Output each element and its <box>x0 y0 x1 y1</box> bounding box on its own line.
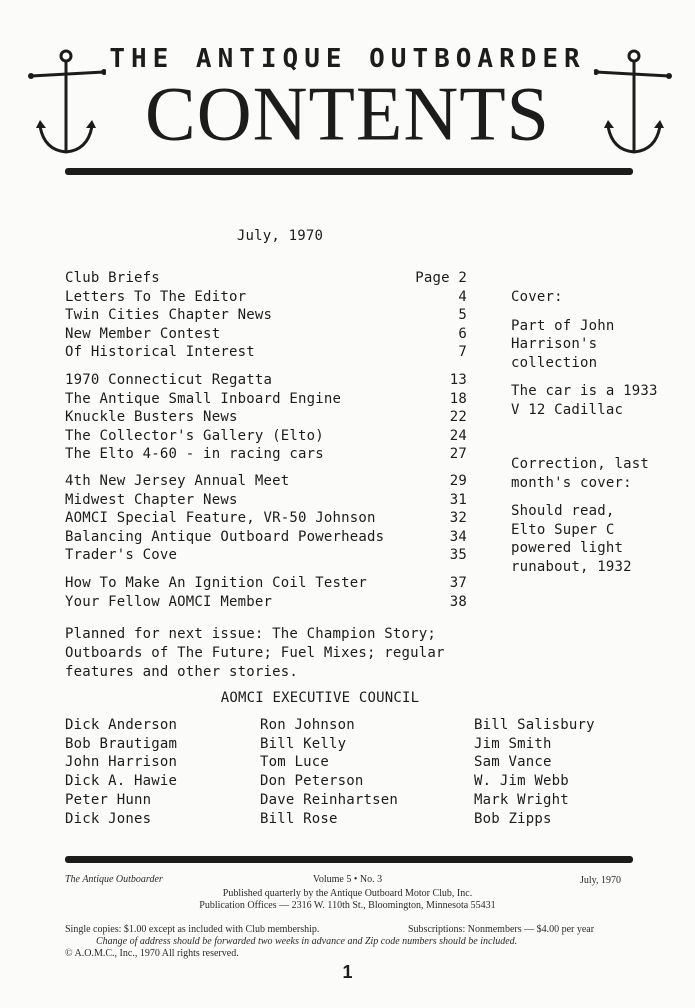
toc-group-1 <box>65 269 467 362</box>
council-member: Tom Luce <box>260 754 330 771</box>
council-member: Bob Brautigam <box>65 735 178 752</box>
toc-row <box>65 325 467 344</box>
masthead-title: CONTENTS <box>145 71 550 157</box>
planned-line: features and other stories. <box>65 664 298 680</box>
toc-row <box>65 371 467 390</box>
planned-next-issue <box>65 625 485 682</box>
council-member: Bill Salisbury <box>474 717 595 733</box>
cover-heading: Cover: <box>511 289 563 305</box>
council-member: Dick Jones <box>65 810 152 827</box>
toc-row <box>65 472 467 491</box>
toc-title: 4th New Jersey Annual Meet <box>65 473 290 489</box>
toc-row <box>65 528 467 547</box>
correction-line: Should read, <box>511 503 615 519</box>
toc-row <box>65 390 467 409</box>
cover-line: V 12 Cadillac <box>511 401 624 418</box>
correction-note <box>511 455 691 576</box>
council-title: AOMCI EXECUTIVE COUNCIL <box>220 690 420 706</box>
toc-page: 7 <box>458 344 467 361</box>
cover-line: Harrison's <box>511 336 598 352</box>
footer-publication: The Antique Outboarder <box>65 874 163 885</box>
council-member: Dick A. Hawie <box>65 773 178 790</box>
council-member: Peter Hunn <box>65 791 152 808</box>
council-member: Jim Smith <box>474 735 552 752</box>
council-member: Bill Kelly <box>260 735 347 752</box>
footer-date: July, 1970 <box>580 875 622 886</box>
council-column-2 <box>260 716 398 828</box>
toc-page: 35 <box>449 547 467 564</box>
footer-single-copies: Single copies: $1.00 except as included with Club membership. <box>65 924 320 935</box>
toc-row <box>65 343 467 362</box>
toc-page: 13 <box>449 372 467 388</box>
council-member: Dave Reinhartsen <box>260 791 399 808</box>
toc-row <box>65 593 467 612</box>
toc-title: New Member Contest <box>65 325 221 342</box>
toc-title: Of Historical Interest <box>65 344 255 361</box>
footer-offices-line: Publication Offices — 2316 W. 110th St., Bloomington, Minnesota 55431 <box>199 900 496 911</box>
footer-volume: Volume 5 • No. 3 <box>312 874 383 885</box>
correction-heading: Correction, last <box>511 456 650 472</box>
toc-row <box>65 427 467 446</box>
masthead-publication-name: THE ANTIQUE OUTBOARDER <box>109 44 586 74</box>
toc-row <box>65 408 467 427</box>
footer-published-line: Published quarterly by the Antique Outboard Motor Club, Inc. <box>222 888 473 899</box>
council-member: Ron Johnson <box>260 717 355 733</box>
toc-title: 1970 Connecticut Regatta <box>65 372 273 388</box>
toc-title: Balancing Antique Outboard Powerheads <box>65 528 385 545</box>
cover-line: The car is a 1933 <box>511 383 658 399</box>
footer-copyright: © A.O.M.C., Inc., 1970 All rights reserved. <box>65 948 239 959</box>
toc-title: AOMCI Special Feature, VR-50 Johnson <box>65 510 376 527</box>
council-member: Bill Rose <box>260 810 338 827</box>
toc-row <box>65 306 467 325</box>
toc-row <box>65 509 467 528</box>
cover-line: collection <box>511 354 598 371</box>
toc-page: 31 <box>449 491 467 508</box>
toc-page: 34 <box>449 528 467 545</box>
toc-title: The Collector's Gallery (Elto) <box>65 427 324 444</box>
council-column-3 <box>474 716 595 828</box>
toc-row <box>65 269 467 288</box>
planned-line: Planned for next issue: The Champion Story; <box>65 626 437 642</box>
planned-line: Outboards of The Future; Fuel Mixes; regular <box>65 645 445 661</box>
issue-date: July, 1970 <box>236 228 324 244</box>
toc-title: Club Briefs <box>65 270 160 286</box>
toc-page: Page 2 <box>415 270 467 286</box>
council-column-1 <box>65 716 177 828</box>
council-member: Mark Wright <box>474 791 569 808</box>
toc-page: 18 <box>449 390 467 407</box>
toc-title: How To Make An Ignition Coil Tester <box>65 575 368 591</box>
toc-page: 24 <box>449 427 467 444</box>
toc-row <box>65 491 467 510</box>
toc-page: 22 <box>449 409 467 426</box>
correction-line: powered light <box>511 540 624 556</box>
toc-row <box>65 288 467 307</box>
toc-title: Trader's Cove <box>65 547 178 564</box>
footer-rule <box>65 856 633 863</box>
toc-page: 4 <box>458 288 467 305</box>
council-member: Sam Vance <box>474 754 552 771</box>
toc-title: Midwest Chapter News <box>65 491 238 508</box>
toc-title: Letters To The Editor <box>65 288 247 305</box>
cover-line: Part of John <box>511 317 615 334</box>
toc-title: The Antique Small Inboard Engine <box>65 390 342 407</box>
toc-page: 38 <box>449 593 467 610</box>
header-rule <box>65 168 633 175</box>
toc-group-2 <box>65 371 467 464</box>
toc-title: Twin Cities Chapter News <box>65 307 273 324</box>
toc-title: Your Fellow AOMCI Member <box>65 593 273 610</box>
footer-change-notice: Change of address should be forwarded two weeks in advance and Zip code numbers should be included. <box>96 936 518 947</box>
correction-heading: month's cover: <box>511 474 632 491</box>
cover-note <box>511 288 691 419</box>
toc-group-3 <box>65 472 467 565</box>
toc-title: The Elto 4-60 - in racing cars <box>65 446 324 463</box>
toc-row <box>65 445 467 464</box>
toc-title: Knuckle Busters News <box>65 409 238 426</box>
council-member: John Harrison <box>65 754 178 771</box>
footer-subscriptions: Subscriptions: Nonmembers — $4.00 per year <box>408 924 595 935</box>
toc-row <box>65 574 467 593</box>
correction-line: runabout, 1932 <box>511 558 632 575</box>
toc-page: 6 <box>458 325 467 342</box>
council-member: W. Jim Webb <box>474 773 569 790</box>
toc-page: 5 <box>458 307 467 324</box>
toc-page: 29 <box>449 473 467 489</box>
page-number: 1 <box>342 962 353 982</box>
toc-page: 27 <box>449 446 467 463</box>
correction-line: Elto Super C <box>511 521 615 538</box>
toc-group-4 <box>65 574 467 611</box>
council-member: Don Peterson <box>260 773 364 790</box>
toc-page: 32 <box>449 510 467 527</box>
toc-page: 37 <box>449 575 467 591</box>
council-member: Dick Anderson <box>65 717 178 733</box>
toc-row <box>65 546 467 565</box>
council-member: Bob Zipps <box>474 810 552 827</box>
